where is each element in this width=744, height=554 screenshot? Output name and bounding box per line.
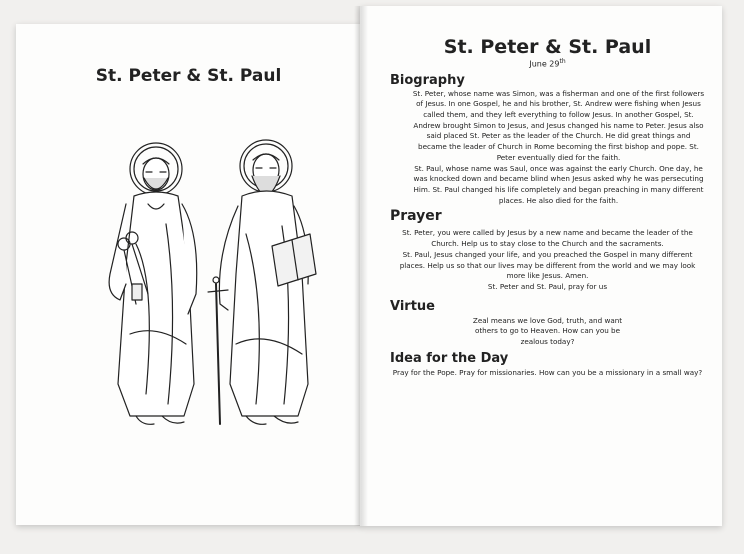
- idea-heading: Idea for the Day: [390, 350, 509, 366]
- left-page: [16, 24, 361, 525]
- right-page: [360, 6, 722, 526]
- prayer-closing: St. Peter and St. Paul, pray for us: [487, 281, 608, 291]
- biography-paragraph-peter: St. Peter, whose name was Simon, was a fisherman and one of the first followers of Jesus. In one Gospel, he and his brother, St. Andrew were fishing when Jesus called them, and they left everything to follow Jesus. In another Gospel, St. Andrew brought Simon to Jesus, and Jesus changed his name to Peter. Jesus also said placed St. Peter as the leader of the Church. He did great things and became the leader of Church in Rome becoming the first bishop and pope. St. Peter eventually died for the faith.: [412, 88, 705, 162]
- prayer-paragraph-peter: St. Peter, you were called by Jesus by a new name and became the leader of the Church. Help us to stay close to the Church and the sacraments.: [402, 228, 693, 249]
- biography-text: [390, 89, 705, 207]
- virtue-text: Zeal means we love God, truth, and want others to go to Heaven. How can you be zealous today?: [472, 315, 623, 347]
- idea-text: Pray for the Pope. Pray for missionaries. How can you be a missionary in a small way?: [392, 367, 703, 377]
- feast-date-suffix: th: [559, 58, 566, 65]
- saints-illustration: [96, 134, 336, 434]
- left-page-title: St. Peter & St. Paul: [95, 66, 282, 86]
- feast-date-text: June 29: [529, 59, 560, 69]
- booklet: [16, 0, 726, 528]
- biography-heading: Biography: [390, 72, 465, 88]
- prayer-heading: Prayer: [390, 208, 442, 225]
- biography-paragraph-paul: St. Paul, whose name was Saul, once was against the early Church. One day, he was knocked down and became blind when Jesus asked why he was persecuting Him. St. Paul changed his life completely and began preaching in many different places. He also died for the faith.: [413, 163, 704, 205]
- feast-date: [390, 58, 705, 69]
- right-page-content: [390, 36, 705, 378]
- prayer-text: [390, 228, 705, 292]
- right-page-title: St. Peter & St. Paul: [443, 36, 652, 58]
- prayer-paragraph-paul: St. Paul, Jesus changed your life, and you preached the Gospel in many different places. Help us so that our lives may be different from the world and we may look more like Jesus. Amen.: [399, 249, 696, 281]
- virtue-heading: Virtue: [390, 298, 435, 314]
